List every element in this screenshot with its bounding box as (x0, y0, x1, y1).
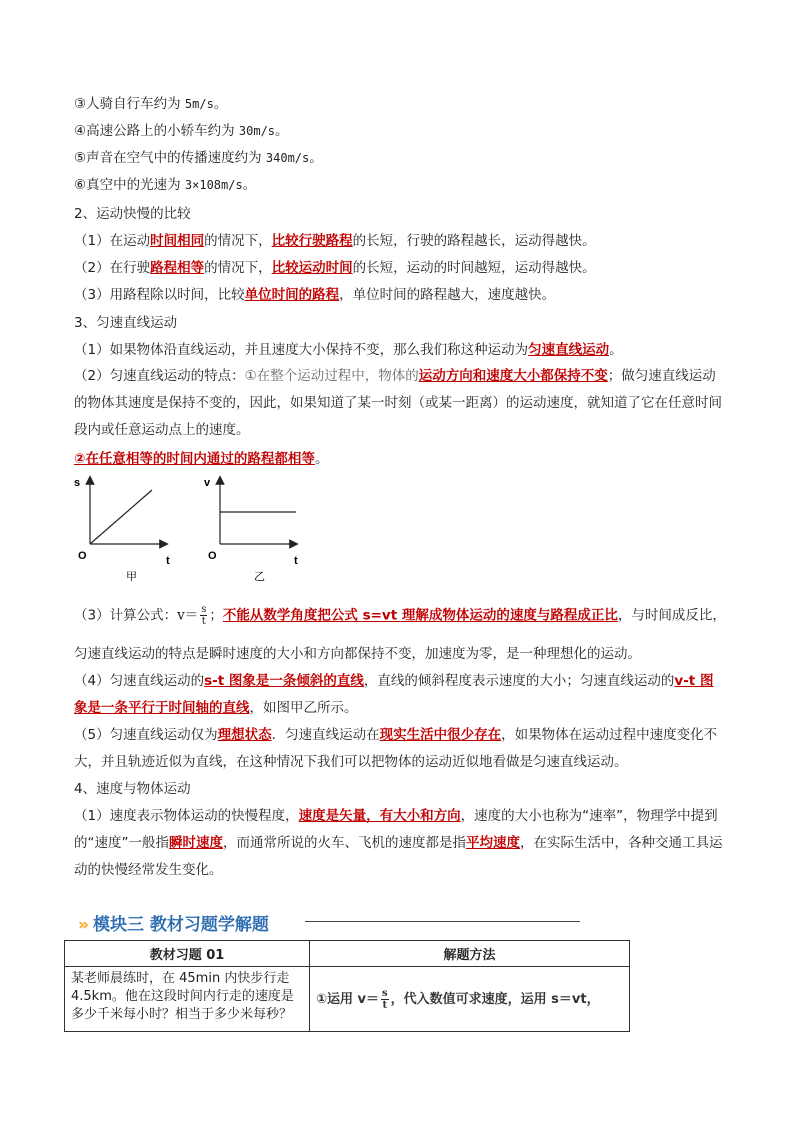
solution-method: ①运用 v＝ $\frac{s}{t}$ ，代入数值可求速度，运用 s＝vt， (310, 967, 630, 1032)
origin-label: O (78, 550, 87, 562)
table-header-exercise: 教材习题 01 (65, 941, 310, 967)
exercise-question: 某老师晨练时，在 45min 内快步行走 4.5km。他在这段时间内行走的速度是多少千米每小时？相当于多少米每秒？ (65, 967, 310, 1032)
module-heading: » 模块三 教材习题学解题 (78, 915, 269, 935)
paragraph: 匀速直线运动的特点是瞬时速度的大小和方向都保持不变，加速度为零，是一种理想化的运动。 (74, 646, 641, 662)
list-item: ③人骑自行车约为 5m/s。 (74, 96, 228, 112)
section-heading: 4、速度与物体运动 (74, 781, 191, 797)
section-heading: 2、运动快慢的比较 (74, 206, 191, 222)
table-header-method: 解题方法 (310, 941, 630, 967)
fraction: $\frac{s}{t}$ (201, 604, 207, 627)
v-t-graph (204, 477, 298, 583)
x-axis-label: t (294, 555, 298, 567)
paragraph: （1）在运动时间相同的情况下，比较行驶路程的长短，行驶的路程越长，运动得越快。 (74, 233, 596, 249)
s-t-line (90, 490, 152, 544)
paragraph: （2）匀速直线运动的特点：①在整个运动过程中，物体的运动方向和速度大小都保持不变；做匀速直线运动的物体其速度是保持不变的，因此，如果知道了某一时刻（或某一距离）的运动速度，就知道了它在任意时间段内或任意运动点上的速度。 (74, 368, 722, 438)
formula-line: （3）计算公式：v＝ $\frac{s}{t}$ ；不能从数学角度把公式 s=vt 理解成物体运动的速度与路程成正比，与时间成反比， (74, 604, 726, 627)
paragraph: ②在任意相等的时间内通过的路程都相等。 (74, 451, 329, 467)
list-item: ④高速公路上的小轿车约为 30m/s。 (74, 123, 289, 139)
graph-caption: 乙 (254, 571, 265, 583)
list-item: ⑥真空中的光速为 3×108m/s。 (74, 177, 257, 193)
paragraph: （2）在行驶路程相等的情况下，比较运动时间的长短，运动的时间越短，运动得越快。 (74, 260, 596, 276)
paragraph: （5）匀速直线运动仅为理想状态．匀速直线运动在现实生活中很少存在，如果物体在运动过程中速度变化不大，并且轨迹近似为直线，在这种情况下我们可以把物体的运动近似地看做是匀速直线运动。 (74, 727, 718, 770)
graph-caption: 甲 (126, 571, 137, 583)
exercise-table (64, 940, 630, 1032)
y-axis-label: s (74, 477, 81, 489)
section-heading: 3、匀速直线运动 (74, 315, 178, 331)
paragraph: （3）用路程除以时间，比较单位时间的路程，单位时间的路程越大，速度越快。 (74, 287, 556, 303)
paragraph: （1）如果物体沿直线运动，并且速度大小保持不变，那么我们称这种运动为匀速直线运动。 (74, 342, 623, 358)
x-axis-label: t (166, 555, 170, 567)
motion-graphs (70, 472, 310, 592)
double-chevron-icon: » (78, 915, 89, 935)
list-item: ⑤声音在空气中的传播速度约为 340m/s。 (74, 150, 323, 166)
paragraph: （4）匀速直线运动的s-t 图象是一条倾斜的直线，直线的倾斜程度表示速度的大小；匀速直线运动的v-t 图象是一条平行于时间轴的直线，如图甲乙所示。 (74, 673, 714, 716)
origin-label: O (208, 550, 217, 562)
y-axis-label: v (204, 477, 211, 489)
fraction: $\frac{s}{t}$ (382, 987, 388, 1011)
paragraph: （1）速度表示物体运动的快慢程度，速度是矢量，有大小和方向，速度的大小也称为“速率”，物理学中提到的“速度”一般指瞬时速度，而通常所说的火车、飞机的速度都是指平均速度，在实际生活中，各种交通工具运动的快慢经常发生变化。 (74, 808, 723, 878)
divider (305, 921, 580, 922)
s-t-graph (74, 477, 170, 583)
